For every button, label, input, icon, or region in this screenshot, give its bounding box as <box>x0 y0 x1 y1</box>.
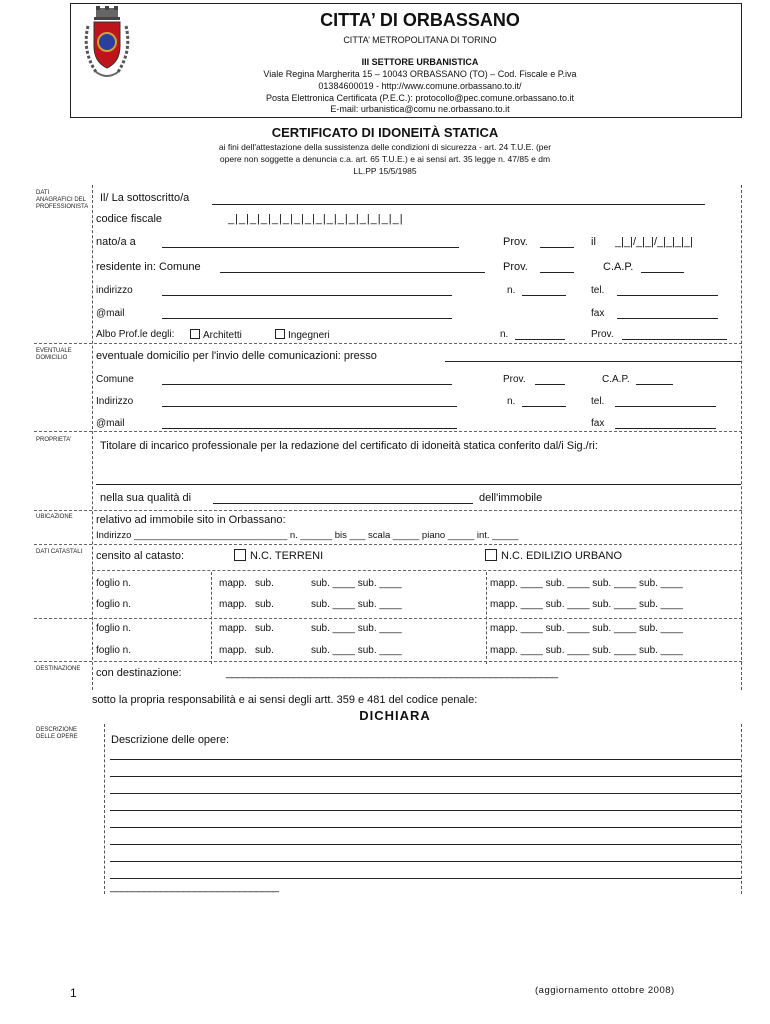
label-descrizione: Descrizione delle opere: <box>111 734 230 746</box>
label-qualita: nella sua qualità di <box>100 492 192 504</box>
label-sottoscritto: Il/ La sottoscritto/a <box>100 192 190 204</box>
field-comune-residenza[interactable] <box>220 272 485 273</box>
field-prov-albo[interactable] <box>622 339 727 340</box>
checkbox-ingegneri-label: Ingegneri <box>288 330 330 341</box>
field-presso[interactable] <box>445 361 741 362</box>
label-dom-fax: fax <box>591 418 605 429</box>
label-relativo: relativo ad immobile sito in Orbassano: <box>96 514 286 526</box>
sector-name: III SETTORE URBANISTICA <box>361 57 479 67</box>
label-dom-indirizzo: Indirizzo <box>96 396 134 407</box>
field-data-nascita[interactable]: _|_|/_|_|/_|_|_|_| <box>615 236 693 248</box>
field-dom-comune[interactable] <box>162 384 452 385</box>
label-responsabilita: sotto la propria responsabilità e ai sensi degli artt. 359 e 481 del codice penale: <box>92 694 478 706</box>
separator-6 <box>34 661 742 662</box>
label-prov-residenza: Prov. <box>503 261 528 273</box>
email-line: E-mail: urbanistica@comu ne.orbassano.to.it <box>330 104 510 114</box>
checkbox-architetti-label: Architetti <box>203 330 242 341</box>
desc-right-line <box>741 724 742 894</box>
label-domicilio: eventuale domicilio per l'invio delle comunicazioni: presso <box>96 350 377 362</box>
field-sottoscritto[interactable] <box>212 204 705 205</box>
label-cap-residenza: C.A.P. <box>603 261 634 273</box>
label-prov-nato: Prov. <box>503 236 528 248</box>
field-n[interactable] <box>522 295 566 296</box>
field-tel[interactable] <box>617 295 718 296</box>
field-prov-nato[interactable] <box>540 247 574 248</box>
field-nato[interactable] <box>162 247 459 248</box>
separator-1 <box>34 343 742 344</box>
side-label-destinazione: DESTINAZIONE <box>36 666 81 672</box>
label-il: il <box>591 236 596 248</box>
field-dom-fax[interactable] <box>615 428 716 429</box>
right-frame-line <box>741 185 742 690</box>
desc-line-3[interactable] <box>110 793 741 794</box>
checkbox-ingegneri-box[interactable] <box>275 329 285 339</box>
field-dom-prov[interactable] <box>535 384 565 385</box>
field-destinazione[interactable]: ___________________________________________________________ <box>226 667 558 679</box>
label-titolare: Titolare di incarico professionale per la redazione del certificato di idoneità statica conferito dal/i Sig./ri: <box>100 440 598 452</box>
cat-row-3-right[interactable]: mapp. ____ sub. ____ sub. ____ sub. ____ <box>490 623 683 634</box>
cat-row-2-mapp: mapp. <box>219 599 247 610</box>
left-frame-line <box>92 185 93 690</box>
label-fax: fax <box>591 308 605 319</box>
label-prov-albo: Prov. <box>591 329 614 340</box>
cat-row-4-subs[interactable]: sub. ____ sub. ____ <box>311 645 402 656</box>
field-dom-tel[interactable] <box>615 406 716 407</box>
desc-left-line <box>104 724 105 894</box>
desc-line-6[interactable] <box>110 844 741 845</box>
checkbox-edilizio[interactable] <box>485 549 622 562</box>
desc-line-1[interactable] <box>110 759 741 760</box>
label-n-albo: n. <box>500 329 509 340</box>
address-line-1: Viale Regina Margherita 15 – 10043 ORBASSANO (TO) – Cod. Fiscale e P.iva <box>263 69 577 79</box>
checkbox-edilizio-label: N.C. EDILIZIO URBANO <box>501 550 623 562</box>
desc-short-line[interactable]: ______________________________ <box>110 881 279 893</box>
separator-2 <box>34 431 742 432</box>
field-codice-fiscale[interactable]: _|_|_|_|_|_|_|_|_|_|_|_|_|_|_|_| <box>228 213 404 225</box>
cat-row-4-sub: sub. <box>255 645 274 656</box>
cat-row-3-mapp: mapp. <box>219 623 247 634</box>
label-dom-prov: Prov. <box>503 374 526 385</box>
label-destinazione: con destinazione: <box>96 667 182 679</box>
label-dom-mail: @mail <box>96 418 125 429</box>
field-dom-mail[interactable] <box>162 428 457 429</box>
metro-subtitle: CITTA’ METROPOLITANA DI TORINO <box>343 35 497 45</box>
side-label-descrizione: DESCRIZIONE DELLE OPERE <box>36 727 78 740</box>
coat-of-arms-icon <box>82 6 132 84</box>
cat-row-1-subs[interactable]: sub. ____ sub. ____ <box>311 578 402 589</box>
field-dom-indirizzo[interactable] <box>162 406 457 407</box>
label-censito: censito al catasto: <box>96 550 185 562</box>
label-dom-comune: Comune <box>96 374 134 385</box>
side-label-domicilio: EVENTUALE DOMICILIO <box>36 348 72 361</box>
checkbox-terreni-box[interactable] <box>234 549 246 561</box>
side-label-dati-anagrafici: DATI ANAGRAFICI DEL PROFESSIONISTA <box>36 190 89 210</box>
cat-row-4-mapp: mapp. <box>219 645 247 656</box>
field-sig-ri[interactable] <box>96 484 741 485</box>
cat-row-1-right[interactable]: mapp. ____ sub. ____ sub. ____ sub. ____ <box>490 578 683 589</box>
side-label-proprieta: PROPRIETA' <box>36 437 72 443</box>
label-tel: tel. <box>591 285 605 296</box>
separator-5 <box>34 618 742 619</box>
cat-row-4-foglio: foglio n. <box>96 645 132 656</box>
field-n-albo[interactable] <box>515 339 565 340</box>
pec-line: Posta Elettronica Certificata (P.E.C.): protocollo@pec.comune.orbassano.to.it <box>265 93 575 103</box>
cat-row-4-right[interactable]: mapp. ____ sub. ____ sub. ____ sub. ____ <box>490 645 683 656</box>
field-indirizzo[interactable] <box>162 295 452 296</box>
checkbox-edilizio-box[interactable] <box>485 549 497 561</box>
checkbox-ingegneri[interactable] <box>275 329 330 341</box>
field-cap-residenza[interactable] <box>641 272 684 273</box>
cat-row-2-foglio: foglio n. <box>96 599 132 610</box>
cat-top-line <box>92 570 742 571</box>
cat-row-1-mapp: mapp. <box>219 578 247 589</box>
label-indirizzo: indirizzo <box>96 285 133 296</box>
field-qualita[interactable] <box>213 503 473 504</box>
desc-line-4[interactable] <box>110 810 741 811</box>
cat-row-3-foglio: foglio n. <box>96 623 132 634</box>
desc-line-5[interactable] <box>110 827 741 828</box>
label-n: n. <box>507 285 516 296</box>
desc-line-7[interactable] <box>110 861 741 862</box>
page-number: 1 <box>70 986 77 1000</box>
field-prov-residenza[interactable] <box>540 272 574 273</box>
desc-line-2[interactable] <box>110 776 741 777</box>
label-dell-immobile: dell'immobile <box>479 492 543 504</box>
cat-row-3-subs[interactable]: sub. ____ sub. ____ <box>311 623 402 634</box>
cat-row-2-sub: sub. <box>255 599 274 610</box>
title-sub-1: ai fini dell'attestazione della sussistenza delle condizioni di sicurezza - art. 24 T.U.E. (per <box>218 142 552 152</box>
document-title: CERTIFICATO DI IDONEITÀ STATICA <box>271 125 499 140</box>
label-dom-tel: tel. <box>591 396 605 407</box>
address-line-2: 01384600019 - http://www.comune.orbassano.to.it/ <box>318 81 522 91</box>
field-dom-n[interactable] <box>522 406 566 407</box>
field-fax[interactable] <box>617 318 718 319</box>
checkbox-architetti-box[interactable] <box>190 329 200 339</box>
cat-row-1-sub: sub. <box>255 578 274 589</box>
heading-dichiara: DICHIARA <box>359 708 431 723</box>
side-label-catastali: DATI CATASTALI <box>36 549 83 555</box>
side-label-ubicazione: UBICAZIONE <box>36 514 73 520</box>
title-sub-2: opere non soggette a denuncia c.a. art. 65 T.U.E.) e ai sensi art. 35 legge n. 47/85 e dm <box>219 154 551 164</box>
update-note: (aggiornamento ottobre 2008) <box>535 985 675 996</box>
label-codice-fiscale: codice fiscale <box>96 213 163 225</box>
cat-row-1-foglio: foglio n. <box>96 578 132 589</box>
checkbox-architetti[interactable] <box>190 329 242 341</box>
cat-row-3-sub: sub. <box>255 623 274 634</box>
cat-row-2-right[interactable]: mapp. ____ sub. ____ sub. ____ sub. ____ <box>490 599 683 610</box>
label-dom-n: n. <box>507 396 516 407</box>
label-nato: nato/a a <box>96 236 136 248</box>
title-sub-3: LL.PP 15/5/1985 <box>353 166 417 176</box>
field-dom-cap[interactable] <box>636 384 673 385</box>
separator-3 <box>34 510 742 511</box>
field-ubicazione-indirizzo[interactable]: Indirizzo _____________________________ n. ______ bis ___ scala _____ piano _____ int. _____ <box>96 530 519 541</box>
label-residente: residente in: Comune <box>96 261 201 273</box>
separator-4 <box>34 544 742 545</box>
checkbox-terreni[interactable] <box>234 549 323 562</box>
cat-row-2-subs[interactable]: sub. ____ sub. ____ <box>311 599 402 610</box>
field-mail[interactable] <box>162 318 452 319</box>
city-title: CITTA’ DI ORBASSANO <box>320 10 520 30</box>
checkbox-terreni-label: N.C. TERRENI <box>250 550 324 562</box>
label-albo: Albo Prof.le degli: <box>96 329 175 340</box>
label-mail: @mail <box>96 308 125 319</box>
label-dom-cap: C.A.P. <box>602 374 630 385</box>
desc-line-8[interactable] <box>110 878 741 879</box>
